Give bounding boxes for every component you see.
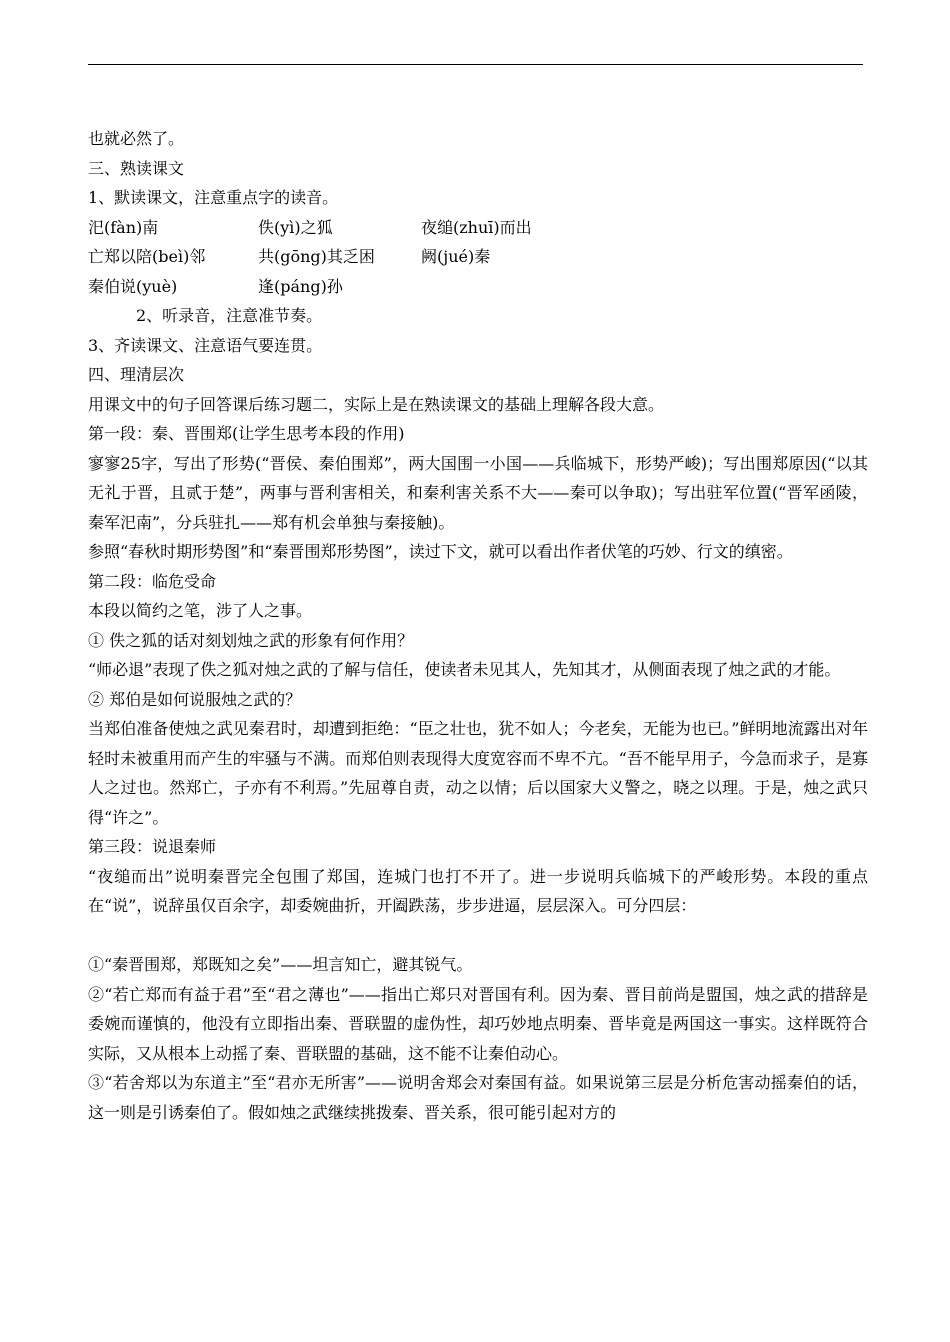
text-line: 3、齐读课文、注意语气要连贯。 (88, 335, 323, 355)
pinyin-item: 夜缒(zhuī)而出 (421, 217, 532, 237)
question: ① 佚之狐的话对刻划烛之武的形象有何作用？ (88, 630, 414, 650)
paragraph: “师必退”表现了佚之狐对烛之武的了解与信任，使读者未见其人，先知其才，从侧面表现了烛之武的才能。 (88, 660, 841, 679)
pinyin-item: 阙(jué)秦 (421, 247, 491, 266)
section-heading: 三、熟读课文 (88, 158, 185, 178)
blank-line (88, 921, 868, 951)
pinyin-row (88, 213, 868, 243)
pinyin-row (88, 272, 868, 302)
pinyin-item: 共(gōng)其乏困 (258, 247, 375, 266)
pinyin-item: 秦伯说(yuè) (88, 276, 178, 296)
paragraph: ②“若亡郑而有益于君”至“君之薄也”——指出亡郑只对晋国有利。因为秦、晋目前尚是盟国，烛之武的措辞是委婉而谨慎的，他没有立即指出秦、晋联盟的虚伪性，却巧妙地点明秦、晋毕竟是两国这一事实。这样既符合实际，又从根本上动摇了秦、晋联盟的基础，这不能不让秦伯动心。 (88, 984, 868, 1063)
text-line: 1、默读课文，注意重点字的读音。 (88, 188, 339, 207)
text-line: ①“秦晋围郑，郑既知之矣”——坦言知亡，避其锐气。 (88, 955, 473, 974)
subsection-heading: 第三段：说退秦师 (88, 837, 217, 856)
text-line: 也就必然了。 (88, 129, 185, 148)
section-heading: 四、理清层次 (88, 365, 185, 384)
text-line: 2、听录音，注意准节奏。 (136, 306, 323, 325)
paragraph: 当郑伯准备使烛之武见秦君时，却遭到拒绝：“臣之壮也，犹不如人；今老矣，无能为也已。”鲜明地流露出对年轻时未被重用而产生的牢骚与不满。而郑伯则表现得大度宽容而不卑不亢。“吾不能早用子，今急而求子，是寡人之过也。然郑亡，子亦有不利焉。”先屈尊自责，动之以情；后以国家大义警之，晓之以理。于是，烛之武只得“许之”。 (88, 719, 868, 827)
paragraph: ③“若舍郑以为东道主”至“君亦无所害”——说明舍郑会对秦国有益。如果说第三层是分析危害动摇秦伯的话，这一则是引诱秦伯了。假如烛之武继续挑拨秦、晋关系，很可能引起对方的 (88, 1073, 868, 1122)
paragraph: 参照“春秋时期形势图”和“秦晋围郑形势图”，读过下文，就可以看出作者伏笔的巧妙、行文的缜密。 (88, 542, 793, 561)
paragraph: 寥寥25字，写出了形势(“晋侯、秦伯围郑”，两大国围一小国——兵临城下，形势严峻)；写出围郑原因(“以其无礼于晋，且贰于楚”，两事与晋利害相关，和秦利害关系不大——秦可以争取)；写出驻军位置(“晋军函陵，秦军汜南”，分兵驻扎——郑有机会单独与秦接触)。 (88, 453, 868, 532)
question: ② 郑伯是如何说服烛之武的？ (88, 689, 302, 709)
subsection-heading: 第一段：秦、晋围郑(让学生思考本段的作用) (88, 424, 405, 443)
pinyin-item: 汜(fàn)南 (88, 217, 159, 237)
pinyin-item: 亡郑以陪(beì)邻 (88, 247, 206, 266)
header-rule (88, 64, 863, 65)
document-body (88, 124, 868, 1127)
pinyin-item: 佚(yì)之狐 (258, 217, 333, 237)
paragraph: “夜缒而出”说明秦晋完全包围了郑国，连城门也打不开了。进一步说明兵临城下的严峻形势。本段的重点在“说”，说辞虽仅百余字，却委婉曲折，开阖跌荡，步步进逼，层层深入。可分四层： (88, 866, 868, 915)
pinyin-row (88, 242, 868, 272)
pinyin-item: 逢(páng)孙 (258, 276, 343, 296)
subsection-heading: 第二段：临危受命 (88, 571, 217, 591)
text-line: 用课文中的句子回答课后练习题二，实际上是在熟读课文的基础上理解各段大意。 (88, 394, 665, 414)
text-line: 本段以简约之笔，涉了人之事。 (88, 601, 313, 620)
